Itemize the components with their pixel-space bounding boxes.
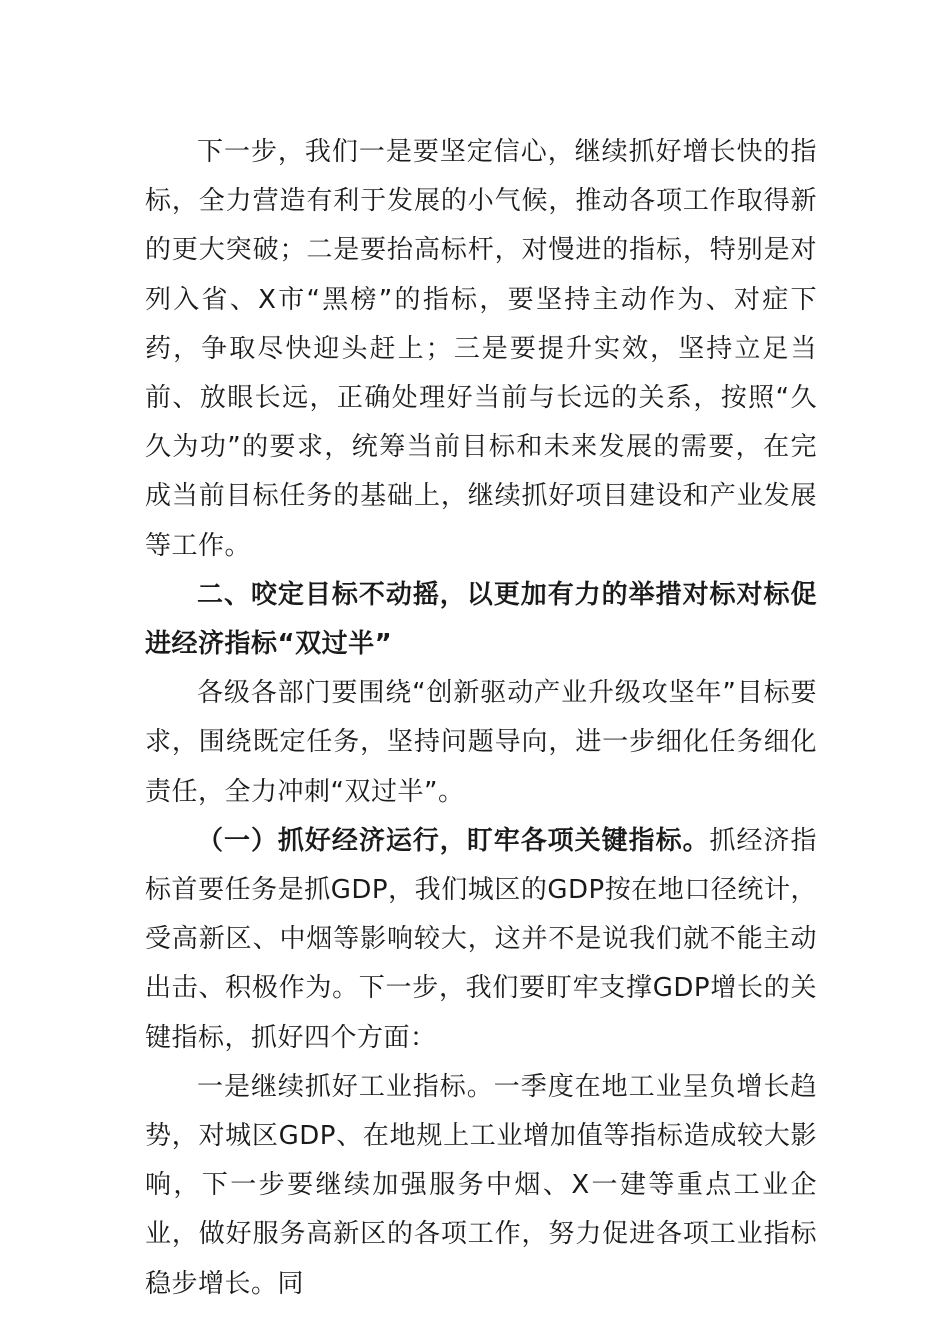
paragraph-next-steps: 下一步，我们一是要坚定信心，继续抓好增长快的指标，全力营造有利于发展的小气候，推动各项工作取得新的更大突破；二是要抬高标杆，对慢进的指标，特别是对列入省、X市“黑榜”的指标，要坚持主动作为、对症下药，争取尽快迎头赶上；三是要提升实效，坚持立足当前、放眼长远，正确处理好当前与长远的关系，按照“久久为功”的要求，统筹当前目标和未来发展的需要，在完成当前目标任务的基础上，继续抓好项目建设和产业发展等工作。 (145, 137, 817, 561)
subsection-lead: （一）抓好经济运行，盯牢各项关键指标。 (197, 825, 710, 856)
paragraph-economic-operation (145, 817, 817, 1063)
section-heading: 二、咬定目标不动摇，以更加有力的举措对标对标促进经济指标“双过半” (145, 579, 817, 660)
document-body (145, 128, 817, 1309)
subsection-text: 抓经济指标首要任务是抓GDP，我们城区的GDP按在地口径统计，受高新区、中烟等影响较大，这并不是说我们就不能主动出击、积极作为。下一步，我们要盯牢支撑GDP增长的关键指标，抓好四个方面： (145, 825, 817, 1053)
paragraph-intro: 各级各部门要围绕“创新驱动产业升级攻坚年”目标要求，围绕既定任务，坚持问题导向，进一步细化任务细化责任，全力冲刺“双过半”。 (145, 678, 817, 807)
paragraph-industry: 一是继续抓好工业指标。一季度在地工业呈负增长趋势，对城区GDP、在地规上工业增加值等指标造成较大影响，下一步要继续加强服务中烟、X一建等重点工业企业，做好服务高新区的各项工作，努力促进各项工业指标稳步增长。同 (145, 1071, 817, 1299)
